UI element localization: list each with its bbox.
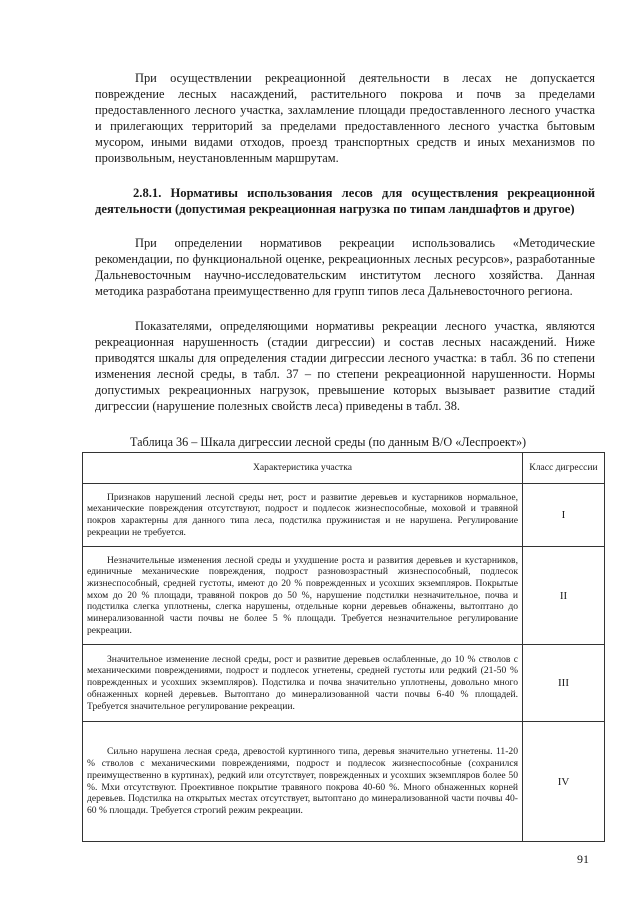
table-row bbox=[83, 484, 605, 547]
row-description: Значительное изменение лесной среды, рост и развитие деревьев ослабленные, до 10 % стволов с механическими повреждениями, подрост и подлесок угнетены, средней густоты или редкий (21-50 % поврежденных и усохших экземпляров). Подстилка и почва значительно уплотнены, довольно много обнаженных корней деревьев. Вытоптано до минерализованной части почвы 6-40 % площадей. Требуется значительное регулирование рекреации. bbox=[83, 645, 523, 722]
row-class: III bbox=[523, 645, 605, 722]
table-row bbox=[83, 645, 605, 722]
paragraph-indicators: Показателями, определяющими нормативы рекреации лесного участка, являются рекреационная нарушенность (стадии дигрессии) и состав лесных насаждений. Ниже приводятся шкалы для определения стадии дигрессии лесного участка: в табл. 36 по степени изменения лесной среды, в табл. 37 – по степени рекреационной нарушенности. Нормы допустимых рекреационных нагрузок, превышение которых вызывает развитие стадий дигрессии (нарушение полезных свойств леса) приведены в табл. 38. bbox=[95, 319, 595, 414]
section-heading: 2.8.1. Нормативы использования лесов для осуществления рекреационной деятельности (допустимая рекреационная нагрузка по типам ландшафтов и другое) bbox=[95, 186, 595, 216]
table-header-row bbox=[83, 453, 605, 484]
row-class: I bbox=[523, 484, 605, 547]
digression-scale-table bbox=[82, 452, 605, 842]
row-description: Признаков нарушений лесной среды нет, рост и развитие деревьев и кустарников нормальное, механические повреждения отсутствуют, подрост и подлесок жизнеспособные, моховой и травяной покров характерны для данного типа леса, подстилка пружинистая и не нарушена. Регулирование рекреации не требуется. bbox=[83, 484, 523, 547]
row-class: IV bbox=[523, 722, 605, 842]
row-description: Незначительные изменения лесной среды и ухудшение роста и развития деревьев и кустарников, единичные механические повреждения, подрост разновозрастный жизнеспособный, подлесок жизнеспособный, средней густоты, имеют до 20 % поврежденных и усохших экземпляров. Покрытые мхом до 20 % площади, травяной покров до 50 %, нарушение подстилки незначительное, почва и подстилка слегка уплотнены, слегка нарушены, отдельные корни деревьев обнажены, вытоптано до минерализованной части почвы не более 5 % площади. Требуется незначительное регулирование рекреации. bbox=[83, 547, 523, 645]
paragraph-methodology: При определении нормативов рекреации использовались «Методические рекомендации, по функциональной оценке, рекреационных лесных ресурсов», разработанные Дальневосточным научно-исследовательским институтом лесного хозяйства. Данная методика разработана преимущественно для групп типов леса Дальневосточного региона. bbox=[95, 236, 595, 299]
table-caption: Таблица 36 – Шкала дигрессии лесной среды (по данным В/О «Леспроект») bbox=[130, 435, 527, 449]
table-row bbox=[83, 547, 605, 645]
row-description: Сильно нарушена лесная среда, древостой куртинного типа, деревья значительно угнетены. 11-20 % стволов с механическими повреждениями, подрост и подлесок жизнеспособные (сохранился преимущественно в куртинах), редкий или отсутствует, поврежденных и усохших экземпляров более 50 %. Мхи отсутствуют. Проективное покрытие травяного покрова 40-60 %. Много обнаженных корней деревьев. Подстилка на открытых местах отсутствует, вытоптано до минерализованной части почвы 40-60 % площади. Требуется строгий режим рекреации. bbox=[83, 722, 523, 842]
table-row bbox=[83, 722, 605, 842]
paragraph-recreation-restrictions: При осуществлении рекреационной деятельности в лесах не допускается повреждение лесных насаждений, растительного покрова и почв за пределами предоставленного лесного участка, захламление площади предоставленного лесного участка и прилегающих территорий за пределами предоставленного лесного участка бытовым мусором, иными видами отходов, проезд транспортных средств и иных механизмов по произвольным, неустановленным маршрутам. bbox=[95, 71, 595, 166]
page-number: 91 bbox=[577, 852, 589, 866]
column-header-characteristic: Характеристика участка bbox=[83, 453, 523, 484]
column-header-class: Класс дигрессии bbox=[523, 453, 605, 484]
row-class: II bbox=[523, 547, 605, 645]
